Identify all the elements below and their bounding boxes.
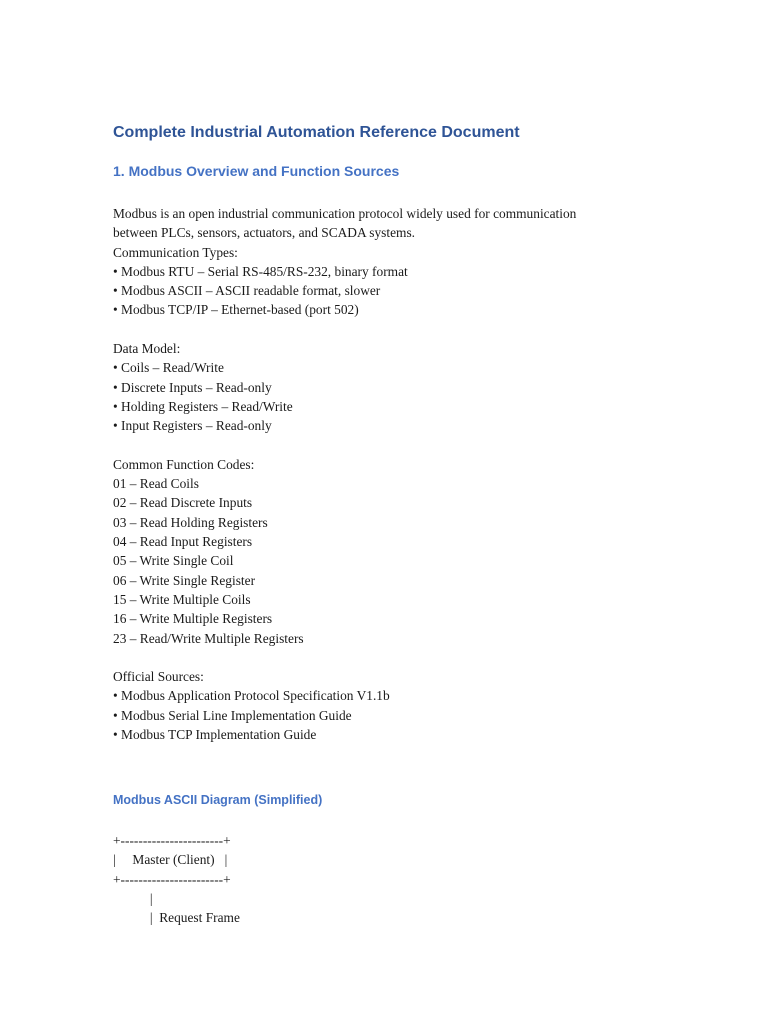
- function-code-item: 04 – Read Input Registers: [113, 534, 253, 550]
- communication-types-section: [113, 243, 673, 320]
- official-source-item: • Modbus Application Protocol Specification V1.1b: [113, 686, 673, 705]
- data-model-item: • Input Registers – Read-only: [113, 416, 673, 435]
- function-codes-section: [113, 455, 673, 648]
- communication-type-item: • Modbus RTU – Serial RS-485/RS-232, binary format: [113, 262, 673, 281]
- function-code-item: 03 – Read Holding Registers: [113, 514, 268, 530]
- function-code-item: 02 – Read Discrete Inputs: [113, 495, 253, 511]
- official-sources-section: [113, 667, 673, 744]
- section-heading: 1. Modbus Overview and Function Sources: [113, 163, 400, 179]
- official-source-item: • Modbus TCP Implementation Guide: [113, 725, 673, 744]
- ascii-diagram-line: +-----------------------+: [113, 871, 231, 887]
- function-code-item: 23 – Read/Write Multiple Registers: [113, 630, 304, 646]
- function-code-item: 01 – Read Coils: [113, 476, 199, 492]
- function-codes-label: Common Function Codes:: [113, 456, 255, 472]
- ascii-diagram-line: |: [113, 890, 153, 906]
- intro-line: Modbus is an open industrial communication protocol widely used for communication: [113, 206, 577, 221]
- function-code-item: 16 – Write Multiple Registers: [113, 611, 273, 627]
- official-source-item: • Modbus Serial Line Implementation Guide: [113, 706, 673, 725]
- data-model-section: [113, 339, 673, 435]
- document-body: [113, 204, 673, 744]
- ascii-diagram-line: | Master (Client) |: [113, 852, 228, 868]
- document-title: Complete Industrial Automation Reference Document: [113, 124, 520, 141]
- ascii-diagram-line: | Request Frame: [113, 910, 240, 926]
- communication-type-item: • Modbus TCP/IP – Ethernet-based (port 502): [113, 300, 673, 319]
- data-model-item: • Holding Registers – Read/Write: [113, 397, 673, 416]
- communication-type-item: • Modbus ASCII – ASCII readable format, slower: [113, 281, 673, 300]
- function-code-item: 15 – Write Multiple Coils: [113, 591, 251, 607]
- ascii-diagram-line: +-----------------------+: [113, 833, 231, 848]
- function-code-item: 06 – Write Single Register: [113, 572, 256, 588]
- function-code-item: 05 – Write Single Coil: [113, 553, 234, 569]
- data-model-item: • Discrete Inputs – Read-only: [113, 378, 673, 397]
- diagram-heading: Modbus ASCII Diagram (Simplified): [113, 793, 323, 807]
- data-model-label: Data Model:: [113, 341, 181, 357]
- official-sources-label: Official Sources:: [113, 669, 204, 685]
- ascii-diagram: [113, 831, 240, 927]
- intro-line: between PLCs, sensors, actuators, and SCADA systems.: [113, 225, 416, 241]
- communication-types-label: Communication Types:: [113, 244, 238, 260]
- intro-paragraph: [113, 204, 673, 243]
- data-model-item: • Coils – Read/Write: [113, 358, 673, 377]
